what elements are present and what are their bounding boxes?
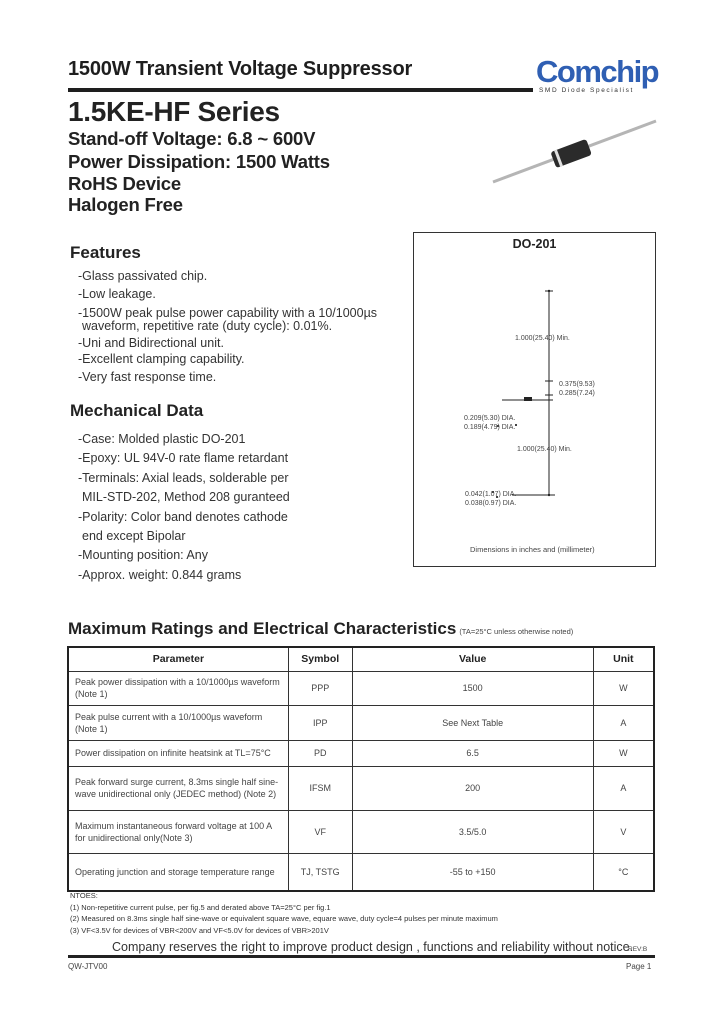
cell-value: 200 (352, 766, 593, 810)
ratings-title: Maximum Ratings and Electrical Characteristics (68, 619, 457, 638)
ratings-heading (68, 619, 573, 639)
package-outline-box (413, 232, 656, 567)
product-type-title: 1500W Transient Voltage Suppressor (68, 58, 413, 80)
comchip-logo (536, 56, 660, 94)
col-header-value: Value (352, 647, 593, 671)
feature-item: -Low leakage. (78, 287, 156, 301)
footer-rule (68, 955, 655, 958)
page-number: Page 1 (626, 962, 652, 971)
cell-parameter: Maximum instantaneous forward voltage at 100 A for unidirectional only(Note 3) (68, 810, 288, 853)
header-rule (68, 88, 533, 92)
feature-item: -1500W peak pulse power capability with a 10/1000µs (78, 306, 378, 320)
dim-body-length-max: 0.375(9.53) (559, 381, 595, 388)
dim-lead-dia-max: 0.042(1.07) DIA. (465, 491, 517, 498)
cell-parameter: Operating junction and storage temperature range (68, 853, 288, 891)
note-item: (3) VF<3.5V for devices of VBR<200V and VF<5.0V for devices of VBR>201V (70, 925, 329, 935)
cell-symbol: TJ, TSTG (288, 853, 352, 891)
cell-parameter: Peak power dissipation with a 10/1000µs waveform (Note 1) (68, 671, 288, 705)
table-row (68, 671, 654, 705)
series-title: 1.5KE-HF Series (68, 96, 280, 127)
cell-symbol: PPP (288, 671, 352, 705)
features-heading: Features (70, 243, 141, 262)
logo-wordmark: Comchip (536, 54, 659, 89)
dimension-caption: Dimensions in inches and (millimeter) (470, 545, 595, 554)
mechanical-item: -Mounting position: Any (78, 548, 208, 562)
feature-item: -Excellent clamping capability. (78, 352, 245, 366)
dim-body-dia-max: 0.209(5.30) DIA. (464, 415, 516, 422)
cell-unit: A (593, 705, 654, 740)
table-header-row (68, 647, 654, 671)
dim-body-length-min: 0.285(7.24) (559, 390, 595, 397)
mechanical-item-continued: MIL-STD-202, Method 208 guranteed (82, 490, 290, 504)
table-row (68, 740, 654, 766)
col-header-unit: Unit (593, 647, 654, 671)
table-row (68, 810, 654, 853)
cell-symbol: IFSM (288, 766, 352, 810)
mechanical-item: -Case: Molded plastic DO-201 (78, 432, 246, 446)
feature-item: -Very fast response time. (78, 370, 217, 384)
note-item: (1) Non-repetitive current pulse, per fig.5 and derated above TA=25°C per fig.1 (70, 902, 331, 912)
notes-title: NTOES: (70, 891, 98, 900)
col-header-parameter: Parameter (68, 647, 288, 671)
cell-unit: °C (593, 853, 654, 891)
cell-unit: W (593, 671, 654, 705)
dim-lead-bottom: 1.000(25.40) Min. (517, 446, 572, 453)
ratings-condition: (TA=25°C unless otherwise noted) (459, 627, 574, 636)
feature-item: -Glass passivated chip. (78, 269, 208, 283)
table-row (68, 766, 654, 810)
dim-lead-dia-min: 0.038(0.97) DIA. (465, 500, 517, 507)
table-row (68, 853, 654, 891)
mechanical-item: -Polarity: Color band denotes cathode (78, 510, 288, 524)
cell-parameter: Peak pulse current with a 10/1000µs waveform (Note 1) (68, 705, 288, 740)
spec-halogen-free: Halogen Free (68, 194, 183, 215)
cell-unit: V (593, 810, 654, 853)
notes-block (70, 890, 498, 936)
col-header-symbol: Symbol (288, 647, 352, 671)
cell-parameter: Power dissipation on infinite heatsink at TL=75°C (68, 740, 288, 766)
mechanical-item: -Approx. weight: 0.844 grams (78, 568, 242, 582)
spec-standoff-voltage: Stand-off Voltage: 6.8 ~ 600V (68, 128, 316, 149)
cell-symbol: VF (288, 810, 352, 853)
cell-value: See Next Table (352, 705, 593, 740)
cell-symbol: IPP (288, 705, 352, 740)
mechanical-item: -Terminals: Axial leads, solderable per (78, 471, 289, 485)
cell-value: 1500 (352, 671, 593, 705)
mechanical-heading: Mechanical Data (70, 401, 204, 420)
table-row (68, 705, 654, 740)
logo-tagline: SMD Diode Specialist (539, 87, 634, 94)
cell-symbol: PD (288, 740, 352, 766)
mechanical-item: -Epoxy: UL 94V-0 rate flame retardant (78, 451, 289, 465)
disclaimer-text: Company reserves the right to improve product design , functions and reliability without notice. (112, 940, 634, 954)
document-code: QW-JTV00 (68, 962, 108, 971)
note-item: (2) Measured on 8.3ms single half sine-wave or equivalent square wave, equare wave, duty cycle=4 pulses per minute maximum (70, 914, 498, 923)
cell-parameter: Peak forward surge current, 8.3ms single half sine-wave unidirectional only (JEDEC method) (Note 2) (68, 766, 288, 810)
feature-item-continued: waveform, repetitive rate (duty cycle): 0.01%. (82, 319, 333, 333)
cell-value: 6.5 (352, 740, 593, 766)
cell-value: 3.5/5.0 (352, 810, 593, 853)
revision-label: REV:B (628, 946, 648, 953)
dim-body-dia-min: 0.189(4.79) DIA. (464, 424, 516, 431)
cell-unit: W (593, 740, 654, 766)
mechanical-item-continued: end except Bipolar (82, 529, 186, 543)
dimension-drawing-icon (414, 233, 657, 568)
spec-power-dissipation: Power Dissipation: 1500 Watts (68, 151, 330, 172)
dim-lead-top: 1.000(25.40) Min. (515, 335, 570, 342)
cell-value: -55 to +150 (352, 853, 593, 891)
cell-unit: A (593, 766, 654, 810)
spec-rohs: RoHS Device (68, 173, 181, 194)
diode-illustration-icon (488, 116, 668, 186)
feature-item: -Uni and Bidirectional unit. (78, 336, 224, 350)
ratings-table (67, 646, 655, 892)
package-title: DO-201 (512, 237, 557, 251)
